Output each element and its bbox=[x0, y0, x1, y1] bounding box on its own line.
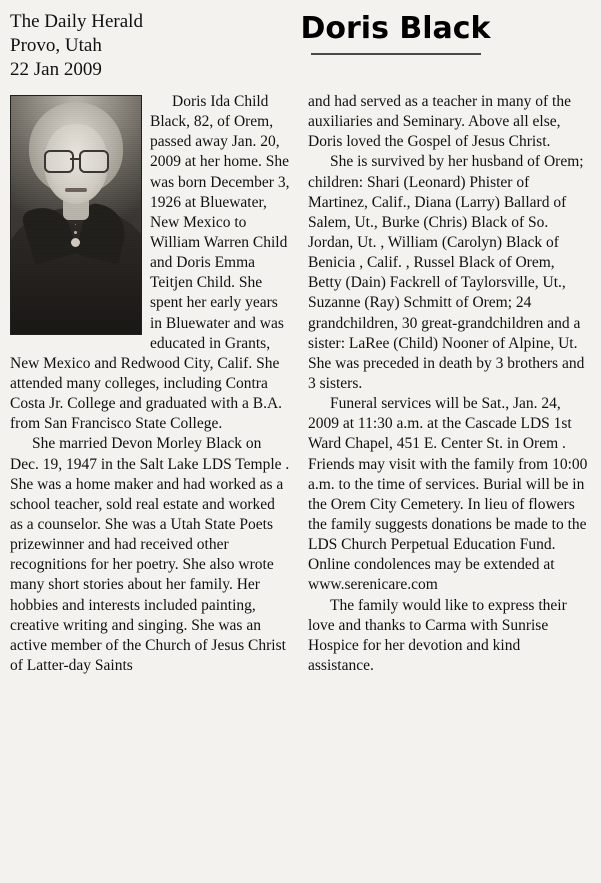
publication-location: Provo, Utah bbox=[10, 34, 102, 56]
source-info bbox=[10, 8, 200, 81]
publication-date: 22 Jan 2009 bbox=[10, 58, 102, 80]
obituary-paragraph: She married Devon Morley Black on Dec. 19, 1947 in the Salt Lake LDS Temple . She was a home maker and had worked as a school teacher, sold real estate and worked as a counselor. She was a Utah State Poets prizewinner and had received other recognitions for her poetry. She also wrote many short stories about her family. Her hobbies and interests included painting, creative writing and singing. She was an active member of the Church of Jesus Christ of Latter-day Saints bbox=[10, 435, 290, 674]
headline-block bbox=[200, 8, 591, 55]
article-columns bbox=[10, 92, 591, 882]
left-column bbox=[10, 92, 290, 882]
page-title: Doris Black bbox=[300, 11, 491, 46]
obituary-paragraph: The family would like to express their love and thanks to Carma with Sunrise Hospice for her devotion and kind assistance. bbox=[308, 596, 567, 674]
publication-name: The Daily Herald bbox=[10, 11, 143, 32]
obituary-paragraph: Funeral services will be Sat., Jan. 24, 2009 at 11:30 a.m. at the Cascade LDS 1st Ward Chapel, 451 E. Center St. in Orem . Friends may visit with the family from 10:00 a.m. to the time of services. Burial will be in the Orem City Cemetery. In lieu of flowers the family suggests donations be made to the LDS Church Perpetual Education Fund. Online condolences may be extended at www.serenicare.com bbox=[308, 395, 588, 594]
obituary-paragraph: and had served as a teacher in many of the auxiliaries and Seminary. Above all else, Doris loved the Gospel of Jesus Christ. bbox=[308, 93, 571, 151]
obituary-paragraph: Doris Ida Child Black, 82, of Orem, passed away Jan. 20, 2009 at her home. She was born December 3, 1926 at Bluewater, New Mexico to William Warren Child and Doris Emma Teitjen Child. She spent her early years in Bluewater and was educated in Grants, New Mexico and Redwood City, Calif. She attended many colleges, including Contra Costa Jr. College and graduated with a B.A. from San Francisco State College. bbox=[10, 93, 290, 433]
photo-grain-overlay bbox=[11, 96, 141, 334]
right-column bbox=[308, 92, 588, 882]
masthead bbox=[10, 8, 591, 92]
headline-divider bbox=[311, 53, 481, 55]
obituary-paragraph: She is survived by her husband of Orem; children: Shari (Leonard) Phister of Martinez, Calif., Diana (Larry) Ballard of Salem, Ut., Burke (Chris) Black of So. Jordan, Ut. , William (Carolyn) Black of Benicia , Calif. , Russel Black of Orem, Betty (Dain) Fackrell of Taylorsville, Ut., Suzanne (Ray) Schmitt of Orem; 24 grandchildren, 30 great-grandchildren and a sister: LaRee (Child) Nooner of Alpine, Ut. She was preceded in death by 3 brothers and 3 sisters. bbox=[308, 153, 585, 392]
portrait-photo bbox=[10, 95, 142, 335]
